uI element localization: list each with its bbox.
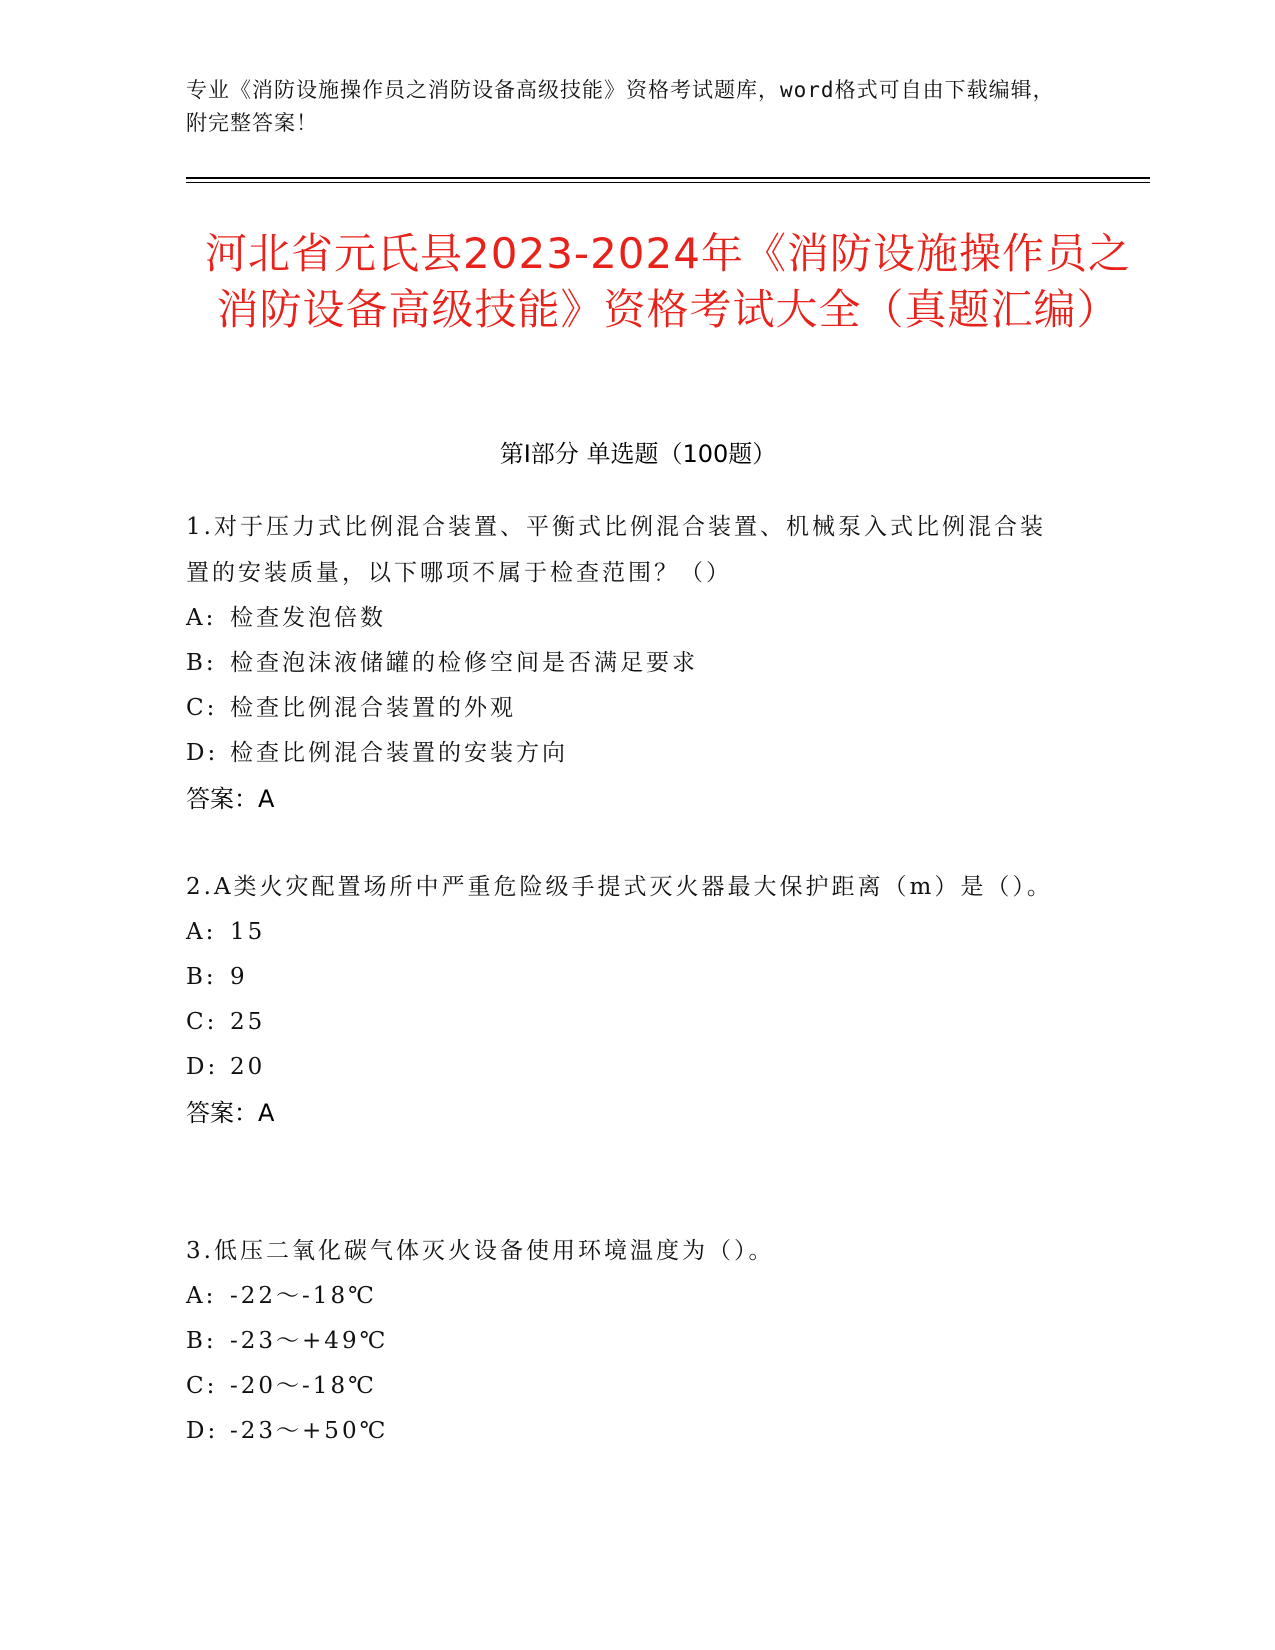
section-heading: 第I部分 单选题（100题）: [499, 440, 777, 468]
option-text: 15: [230, 919, 266, 945]
header-divider-thin: [186, 182, 1150, 183]
option-text: 检查发泡倍数: [230, 605, 386, 631]
option-a: [186, 1274, 1066, 1319]
answer-label: 答案：: [186, 1099, 258, 1127]
document-title: 河北省元氏县2023-2024年《消防设施操作员之消防设备高级技能》资格考试大全（真题汇编）: [205, 229, 1131, 334]
option-a: [186, 596, 1066, 641]
option-text: 25: [230, 1009, 266, 1035]
option-text: -20～-18℃: [230, 1373, 377, 1399]
option-b: [186, 1319, 1066, 1364]
option-letter: C:: [186, 1009, 218, 1035]
option-text: 9: [230, 964, 248, 990]
option-text: 检查泡沫液储罐的检修空间是否满足要求: [230, 650, 698, 676]
question-2: [186, 864, 1066, 1136]
option-letter: C:: [186, 695, 218, 721]
option-letter: B:: [186, 650, 217, 676]
option-letter: B:: [186, 964, 217, 990]
option-letter: A:: [186, 919, 217, 945]
option-text: 检查比例混合装置的安装方向: [230, 740, 568, 766]
option-letter: D:: [186, 1418, 219, 1444]
question-stem: 3.低压二氧化碳气体灭火设备使用环境温度为（）。: [186, 1238, 775, 1264]
answer-value: A: [258, 785, 275, 813]
option-b: [186, 641, 1066, 686]
option-text: 20: [230, 1054, 266, 1080]
question-1: [186, 504, 1066, 822]
option-a: [186, 910, 1066, 955]
option-text: -23～+49℃: [230, 1328, 389, 1354]
option-letter: C:: [186, 1373, 218, 1399]
option-letter: A:: [186, 605, 217, 631]
option-letter: B:: [186, 1328, 217, 1354]
option-letter: D:: [186, 1054, 219, 1080]
option-text: 检查比例混合装置的外观: [230, 695, 516, 721]
option-b: [186, 955, 1066, 1000]
question-stem: 1.对于压力式比例混合装置、平衡式比例混合装置、机械泵入式比例混合装置的安装质量，以下哪项不属于检查范围？（）: [186, 514, 1046, 586]
answer-line: [186, 1090, 1066, 1136]
option-d: [186, 1409, 1066, 1454]
option-c: [186, 686, 1066, 731]
option-text: -22～-18℃: [230, 1283, 377, 1309]
option-text: -23～+50℃: [230, 1418, 389, 1444]
option-letter: D:: [186, 740, 219, 766]
answer-line: [186, 776, 1066, 822]
option-d: [186, 731, 1066, 776]
answer-label: 答案：: [186, 785, 258, 813]
question-stem: 2.A类火灾配置场所中严重危险级手提式灭火器最大保护距离（m）是（）。: [186, 874, 1053, 900]
option-d: [186, 1045, 1066, 1090]
header-divider-thick: [186, 177, 1150, 179]
question-3: [186, 1228, 1066, 1454]
option-c: [186, 1000, 1066, 1045]
answer-value: A: [258, 1099, 275, 1127]
option-letter: A:: [186, 1283, 217, 1309]
header-note: 专业《消防设施操作员之消防设备高级技能》资格考试题库，word格式可自由下载编辑，附完整答案！: [186, 78, 1055, 135]
option-c: [186, 1364, 1066, 1409]
